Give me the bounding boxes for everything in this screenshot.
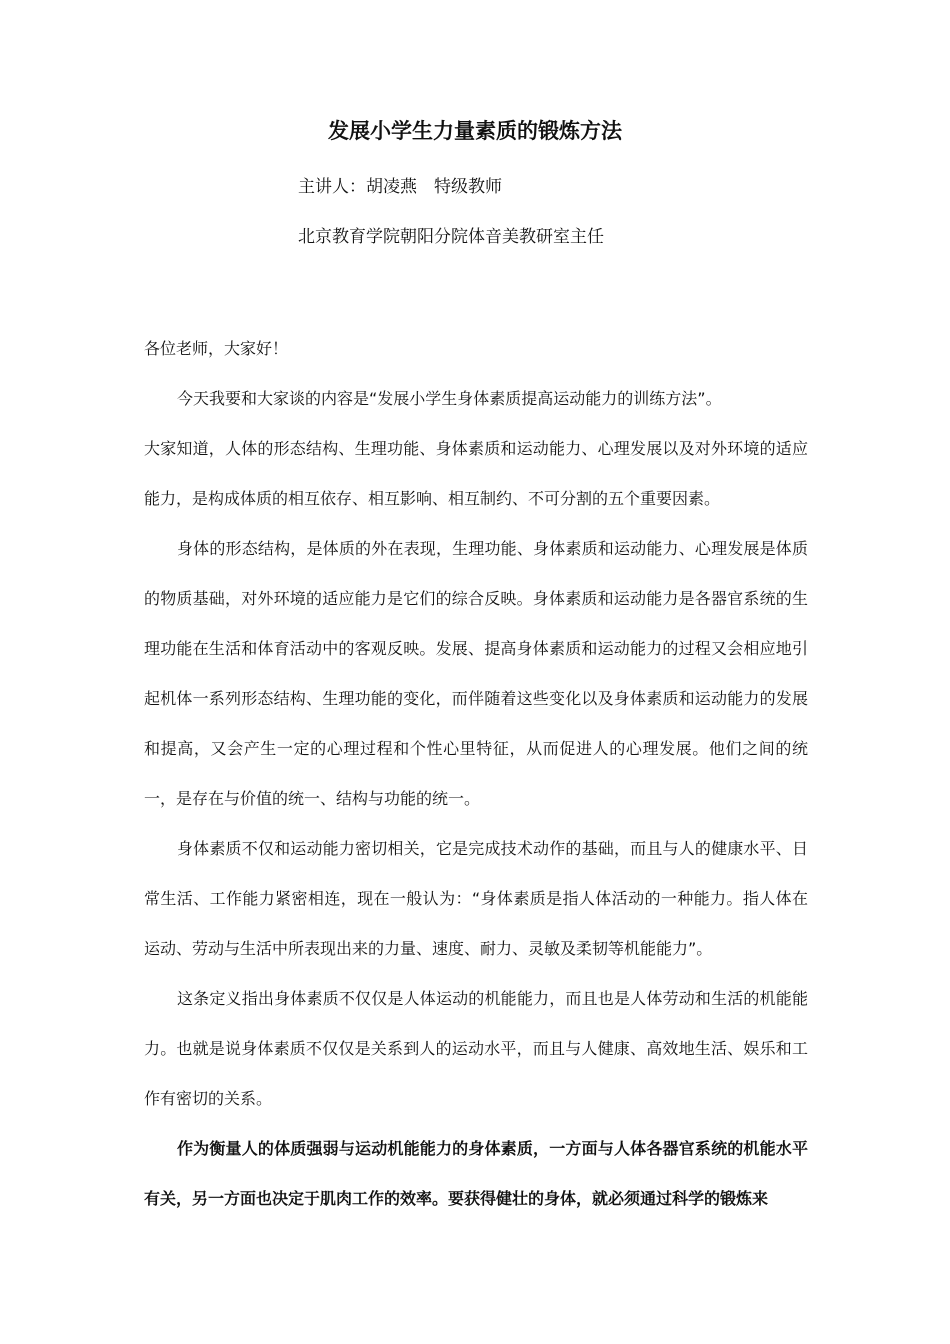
body-paragraph: 大家知道，人体的形态结构、生理功能、身体素质和运动能力、心理发展以及对外环境的适应能力，是构成体质的相互依存、相互影响、相互制约、不可分割的五个重要因素。	[144, 439, 808, 508]
document-body	[144, 324, 808, 1224]
body-paragraph: 身体的形态结构，是体质的外在表现，生理功能、身体素质和运动能力、心理发展是体质的物质基础，对外环境的适应能力是它们的综合反映。身体素质和运动能力是各器官系统的生理功能在生活和体育活动中的客观反映。发展、提高身体素质和运动能力的过程又会相应地引起机体一系列形态结构、生理功能的变化，而伴随着这些变化以及身体素质和运动能力的发展和提高，又会产生一定的心理过程和个性心里特征，从而促进人的心理发展。他们之间的统一，是存在与价值的统一、结构与功能的统一。	[144, 539, 808, 808]
document-title: 发展小学生力量素质的锻炼方法	[328, 119, 622, 143]
presenter-line: 主讲人：胡凌燕 特级教师	[298, 177, 502, 197]
body-paragraph: 身体素质不仅和运动能力密切相关，它是完成技术动作的基础，而且与人的健康水平、日常生活、工作能力紧密相连，现在一般认为：“身体素质是指人体活动的一种能力。指人体在运动、劳动与生活中所表现出来的力量、速度、耐力、灵敏及柔韧等机能能力”。	[144, 839, 808, 958]
body-paragraph: 这条定义指出身体素质不仅仅是人体运动的机能能力，而且也是人体劳动和生活的机能能力。也就是说身体素质不仅仅是关系到人的运动水平，而且与人健康、高效地生活、娱乐和工作有密切的关系。	[144, 989, 808, 1108]
greeting-paragraph: 各位老师，大家好！	[144, 339, 289, 358]
affiliation-line: 北京教育学院朝阳分院体音美教研室主任	[298, 227, 604, 247]
topic-paragraph: 今天我要和大家谈的内容是“发展小学生身体素质提高运动能力的训练方法”。	[177, 389, 722, 408]
bold-paragraph: 作为衡量人的体质强弱与运动机能能力的身体素质，一方面与人体各器官系统的机能水平有关，另一方面也决定于肌肉工作的效率。要获得健壮的身体，就必须通过科学的锻炼来	[144, 1139, 808, 1208]
